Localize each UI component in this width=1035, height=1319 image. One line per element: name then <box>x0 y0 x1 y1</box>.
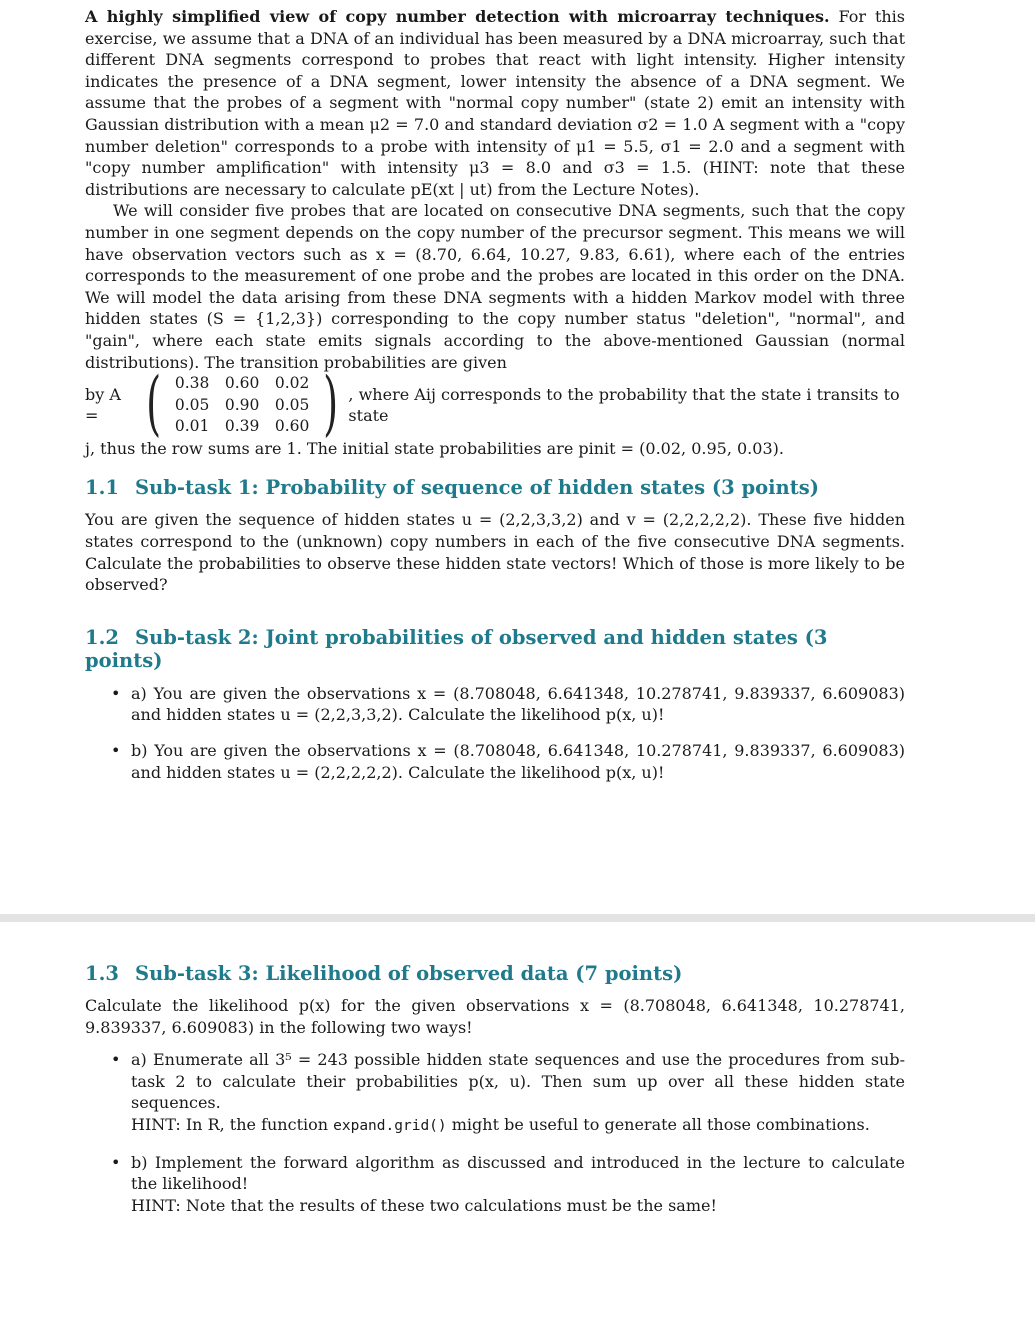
matrix-cell: 0.39 <box>224 417 260 436</box>
list-item: • a) You are given the observations x = (8.708048, 6.641348, 10.278741, 9.839337, 6.609083) and hidden states u = (2,2,3,3,2). Calculate the likelihood p(x, u)! <box>131 683 905 726</box>
section-1-3 <box>85 962 905 1230</box>
matrix-prefix: by A = <box>85 384 121 426</box>
section-number: 1.1 <box>85 476 119 500</box>
matrix-cell: 0.05 <box>274 395 310 414</box>
matrix-cell: 0.38 <box>174 374 210 393</box>
hint-text: HINT: In R, the function <box>131 1114 329 1134</box>
list-item <box>131 1152 905 1217</box>
intro-paragraph-3: j, thus the row sums are 1. The initial state probabilities are pinit = (0.02, 0.95, 0.03). <box>85 438 784 458</box>
matrix-cell: 0.05 <box>174 395 210 414</box>
left-paren: ( <box>145 362 161 445</box>
code-snippet: expand.grid() <box>333 1117 447 1134</box>
section-1-1 <box>85 476 905 595</box>
intro-text: For this exercise, we assume that a DNA of an individual has been measured by a DNA microarray, such that different DNA segments correspond to probes that react with light intensity. Higher intensity indicates the presence of a DNA segment, lower intensity the absence of a DNA segment. We assume that the probes of a segment with "normal copy number" (state 2) emit an intensity with Gaussian distribution with a mean μ2 = 7.0 and standard deviation σ2 = 1.0 A segment with a "copy number deletion" corresponds to a probe with intensity of μ1 = 5.5, σ1 = 2.0 and a segment with "copy number amplification" with intensity μ3 = 8.0 and σ3 = 1.5. (HINT: note that these distributions are necessary to calculate pE(xt | ut) from the Lecture Notes). <box>85 7 906 199</box>
section-body: You are given the sequence of hidden states u = (2,2,3,3,2) and v = (2,2,2,2,2). These five hidden states correspond to the (unknown) copy numbers in each of the five consecutive DNA segments. Calculate the probabilities to observe these hidden state vectors! Which of those is more likely to be observed? <box>85 510 905 595</box>
list-item <box>131 1049 905 1137</box>
matrix-cell: 0.01 <box>174 417 210 436</box>
matrix-cell: 0.02 <box>274 374 310 393</box>
transition-matrix-line <box>85 362 905 445</box>
section-body: Calculate the likelihood p(x) for the given observations x = (8.708048, 6.641348, 10.278741, 9.839337, 6.609083) in the following two ways! <box>85 996 905 1037</box>
section-number: 1.2 <box>85 625 119 649</box>
transition-matrix <box>140 362 345 445</box>
section-heading <box>85 962 905 985</box>
list-item: • b) You are given the observations x = (8.708048, 6.641348, 10.278741, 9.839337, 6.609083) and hidden states u = (2,2,2,2,2). Calculate the likelihood p(x, u)! <box>131 740 905 783</box>
matrix-cell: 0.60 <box>224 374 260 393</box>
right-paren: ) <box>323 362 339 445</box>
matrix-cell: 0.90 <box>224 395 260 414</box>
intro-paragraph-2: We will consider five probes that are located on consecutive DNA segments, such that the copy number in one segment depends on the copy number of the precursor segment. This means we will have observation vectors such as x = (8.70, 6.64, 10.27, 9.83, 6.61), where each of the entries corresponds to the measurement of one probe and the probes are located in this order on the DNA. We will model the data arising from these DNA segments with a hidden Markov model with three hidden states (S = {1,2,3}) corresponding to the copy number status "deletion", "normal", and "gain", where each state emits signals according to the above-mentioned Gaussian (normal distributions). The transition probabilities are given <box>85 201 905 372</box>
section-heading <box>85 626 905 672</box>
hint-text-end: might be useful to generate all those combinations. <box>451 1114 870 1134</box>
section-title: Sub-task 2: Joint probabilities of observed and hidden states (3 points) <box>85 625 828 672</box>
page-divider <box>0 914 1035 922</box>
page-1 <box>85 6 905 797</box>
section-title: Sub-task 3: Likelihood of observed data (7 points) <box>135 962 683 985</box>
intro-lead: A highly simplified view of copy number detection with microarray techniques. <box>85 7 830 26</box>
subtask-list <box>85 1049 905 1216</box>
matrix-cell: 0.60 <box>274 417 310 436</box>
matrix-grid <box>167 373 317 438</box>
section-1-2 <box>85 626 905 783</box>
subtask-list <box>85 683 905 783</box>
matrix-suffix: , where Aij corresponds to the probability that the state i transits to state <box>348 384 900 426</box>
hint-text: HINT: Note that the results of these two calculations must be the same! <box>131 1195 717 1215</box>
section-title: Sub-task 1: Probability of sequence of hidden states (3 points) <box>135 476 819 500</box>
item-text: a) Enumerate all 3⁵ = 243 possible hidden state sequences and use the procedures from sub-task 2 to calculate their probabilities p(x, u). Then sum up over all these hidden state sequences. <box>131 1050 905 1113</box>
intro-paragraph <box>85 6 905 200</box>
section-number: 1.3 <box>85 962 119 985</box>
section-heading <box>85 476 905 499</box>
item-text: b) Implement the forward algorithm as discussed and introduced in the lecture to calculate the likelihood! <box>131 1152 905 1194</box>
